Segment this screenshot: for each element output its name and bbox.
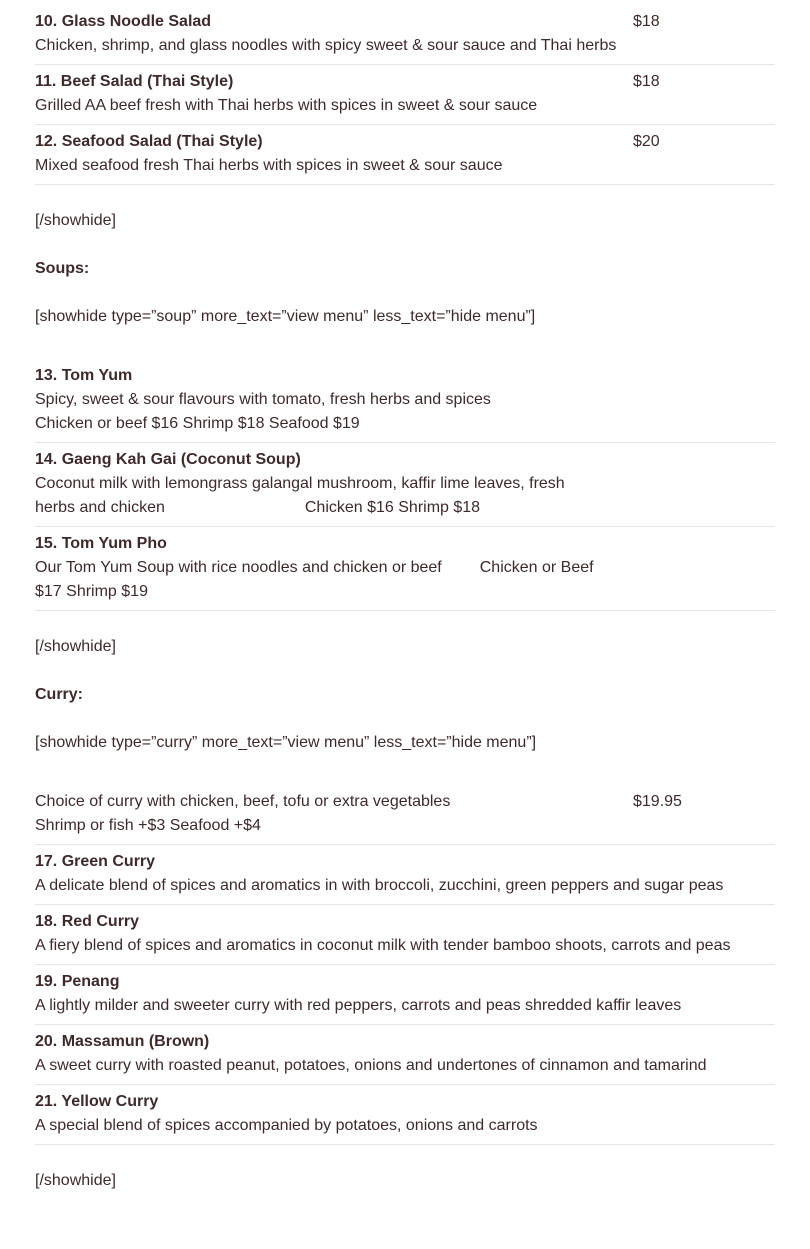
menu-item-row [35,5,775,65]
item-title: 18. Red Curry [35,913,140,930]
showhide-shortcode: [showhide type=”curry” more_text=”view menu” less_text=”hide menu”] [35,734,537,751]
item-description: Spicy, sweet & sour flavours with tomato, fresh herbs and spices [35,391,491,408]
item-title: 13. Tom Yum [35,367,133,384]
menu-page [35,5,775,1193]
menu-item-row [35,785,775,845]
item-title: 10. Glass Noodle Salad [35,13,212,30]
salad-table [35,5,775,185]
menu-item-row [35,905,775,965]
showhide-end-tag: [/showhide] [35,638,116,655]
menu-item-row [35,845,775,905]
menu-item-row [35,65,775,125]
menu-item-row [35,125,775,185]
menu-item-row [35,443,775,527]
item-description: Mixed seafood fresh Thai herbs with spices in sweet & sour sauce [35,157,503,174]
item-title: 14. Gaeng Kah Gai (Coconut Soup) [35,451,301,468]
item-description: A fiery blend of spices and aromatics in coconut milk with tender bamboo shoots, carrots and peas [35,937,731,954]
item-price: $20 [633,125,775,185]
showhide-end-tag: [/showhide] [35,212,116,229]
item-title: 11. Beef Salad (Thai Style) [35,73,234,90]
item-description: A special blend of spices accompanied by potatoes, onions and carrots [35,1117,538,1134]
section-heading-soups: Soups: [35,260,90,277]
item-price: $18 [633,65,775,125]
menu-item-row [35,1025,775,1085]
item-description: Coconut milk with lemongrass galangal mushroom, kaffir lime leaves, fresh herbs and chicken [35,475,565,516]
item-title: 21. Yellow Curry [35,1093,159,1110]
item-prices: Chicken or beef $16 Shrimp $18 Seafood $19 [35,415,360,432]
section-heading-curry: Curry: [35,686,84,703]
item-description: A sweet curry with roasted peanut, potatoes, onions and undertones of cinnamon and tamarind [35,1057,707,1074]
item-prices: Chicken $16 Shrimp $18 [304,499,481,516]
item-description: Chicken, shrimp, and glass noodles with spicy sweet & sour sauce and Thai herbs [35,37,617,54]
menu-item-row [35,359,775,443]
item-description: Our Tom Yum Soup with rice noodles and chicken or beef [35,559,442,576]
showhide-end-tag: [/showhide] [35,1172,116,1189]
item-title: 12. Seafood Salad (Thai Style) [35,133,263,150]
item-description: A lightly milder and sweeter curry with red peppers, carrots and peas shredded kaffir leaves [35,997,682,1014]
item-prices: Chicken or Beef $17 Shrimp $19 [35,559,594,600]
item-price: $19.95 [633,785,775,845]
curry-table [35,785,775,1145]
menu-item-row [35,1085,775,1145]
item-price: $18 [633,5,775,65]
item-title: 15. Tom Yum Pho [35,535,167,552]
item-title: 20. Massamun (Brown) [35,1033,210,1050]
item-description: A delicate blend of spices and aromatics in with broccoli, zucchini, green peppers and sugar peas [35,877,724,894]
curry-choice-text: Choice of curry with chicken, beef, tofu or extra vegetables [35,793,451,810]
item-description: Grilled AA beef fresh with Thai herbs with spices in sweet & sour sauce [35,97,538,114]
item-title: 19. Penang [35,973,120,990]
soup-table [35,359,775,611]
showhide-shortcode: [showhide type=”soup” more_text=”view menu” less_text=”hide menu”] [35,308,536,325]
menu-item-row [35,527,775,611]
menu-item-row [35,965,775,1025]
curry-upcharge-text: Shrimp or fish +$3 Seafood +$4 [35,817,261,834]
item-title: 17. Green Curry [35,853,156,870]
